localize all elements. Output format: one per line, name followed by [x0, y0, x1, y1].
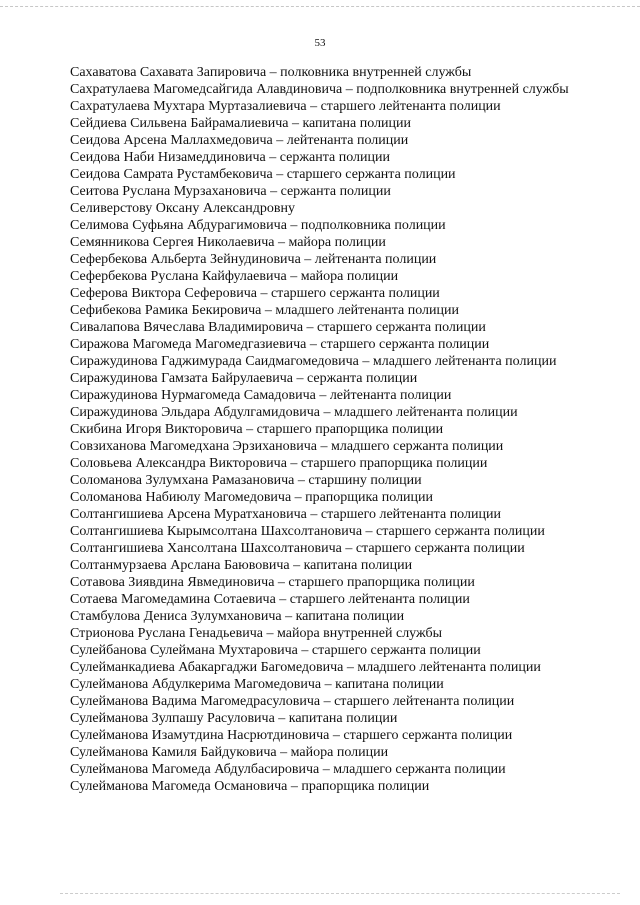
list-entry: Семянникова Сергея Николаевича – майора полиции — [70, 235, 386, 250]
list-entry: Сеидова Арсена Маллахмедовича – лейтенанта полиции — [70, 133, 409, 148]
list-entry: Сиражудинова Эльдара Абдулгамидовича – младшего лейтенанта полиции — [70, 405, 518, 420]
list-entry: Сулейманова Абдулкерима Магомедовича – капитана полиции — [70, 677, 444, 692]
list-entry: Солтанмурзаева Арслана Баювовича – капитана полиции — [70, 558, 413, 573]
list-entry: Сеферова Виктора Сеферовича – старшего сержанта полиции — [70, 286, 440, 301]
list-entry: Соловьева Александра Викторовича – старшего прапорщика полиции — [70, 456, 488, 471]
list-entry: Селиверстову Оксану Александровну — [70, 201, 295, 216]
list-entry: Сулейманова Магомеда Абдулбасировича – младшего сержанта полиции — [70, 762, 506, 777]
list-entry: Сулейманова Изамутдина Насрютдиновича – старшего сержанта полиции — [70, 728, 513, 743]
list-entry: Сахратулаева Мухтара Муртазалиевича – старшего лейтенанта полиции — [70, 99, 501, 114]
list-entry: Сейдиева Сильвена Байрамалиевича – капитана полиции — [70, 116, 412, 131]
list-entry: Совзиханова Магомедхана Эрзихановича – младшего сержанта полиции — [70, 439, 504, 454]
list-entry: Сулейманова Магомеда Османовича – прапорщика полиции — [70, 779, 430, 794]
list-entry: Скибина Игоря Викторовича – старшего прапорщика полиции — [70, 422, 444, 437]
list-entry: Сиражудинова Гаджимурада Саидмагомедовича – младшего лейтенанта полиции — [70, 354, 557, 369]
list-entry: Сиражова Магомеда Магомедгазиевича – старшего сержанта полиции — [70, 337, 490, 352]
list-entry: Сиражудинова Нурмагомеда Самадовича – лейтенанта полиции — [70, 388, 452, 403]
page-number: 53 — [314, 37, 326, 49]
list-entry: Сефербекова Руслана Кайфулаевича – майора полиции — [70, 269, 399, 284]
list-entry: Сеитова Руслана Мурзахановича – сержанта полиции — [70, 184, 391, 199]
list-entry: Сефибекова Рамика Бекировича – младшего лейтенанта полиции — [70, 303, 459, 318]
list-entry: Солтангишиева Арсена Муратхановича – старшего лейтенанта полиции — [70, 507, 501, 522]
list-entry: Сулейманова Вадима Магомедрасуловича – старшего лейтенанта полиции — [70, 694, 515, 709]
list-entry: Сулейманова Зулпашу Расуловича – капитана полиции — [70, 711, 398, 726]
list-entry: Стамбулова Дениса Зулумхановича – капитана полиции — [70, 609, 405, 624]
list-entry: Селимова Суфьяна Абдурагимовича – подполковника полиции — [70, 218, 446, 233]
list-entry: Сахаватова Сахавата Запировича – полковника внутренней службы — [70, 65, 472, 80]
list-entry: Соломанова Зулумхана Рамазановича – старшину полиции — [70, 473, 422, 488]
list-entry: Сулейманкадиева Абакаргаджи Багомедовича – младшего лейтенанта полиции — [70, 660, 541, 675]
list-entry: Сотавова Зиявдина Явмединовича – старшего прапорщика полиции — [70, 575, 475, 590]
list-entry: Солтангишиева Хансолтана Шахсолтановича – старшего сержанта полиции — [70, 541, 525, 556]
list-entry: Сулейбанова Сулеймана Мухтаровича – старшего сержанта полиции — [70, 643, 481, 658]
list-entry: Стрионова Руслана Генадьевича – майора внутренней службы — [70, 626, 443, 641]
list-entry: Сефербекова Альберта Зейнудиновича – лейтенанта полиции — [70, 252, 437, 267]
award-list — [70, 64, 606, 795]
list-entry: Сахратулаева Магомедсайгида Алавдиновича – подполковника внутренней службы — [70, 82, 569, 97]
list-entry: Сивалапова Вячеслава Владимировича – старшего сержанта полиции — [70, 320, 486, 335]
list-entry: Сеидова Наби Низамеддиновича – сержанта полиции — [70, 150, 390, 165]
list-entry: Сиражудинова Гамзата Байрулаевича – сержанта полиции — [70, 371, 418, 386]
list-entry: Сеидова Самрата Рустамбековича – старшего сержанта полиции — [70, 167, 456, 182]
list-entry: Солтангишиева Кырымсолтана Шахсолтановича – старшего сержанта полиции — [70, 524, 545, 539]
scan-edge-top — [0, 6, 640, 8]
scan-edge-bottom — [60, 893, 620, 895]
list-entry: Соломанова Набиюлу Магомедовича – прапорщика полиции — [70, 490, 434, 505]
list-entry: Сулейманова Камиля Байдуковича – майора полиции — [70, 745, 389, 760]
list-entry: Сотаева Магомедамина Сотаевича – старшего лейтенанта полиции — [70, 592, 470, 607]
